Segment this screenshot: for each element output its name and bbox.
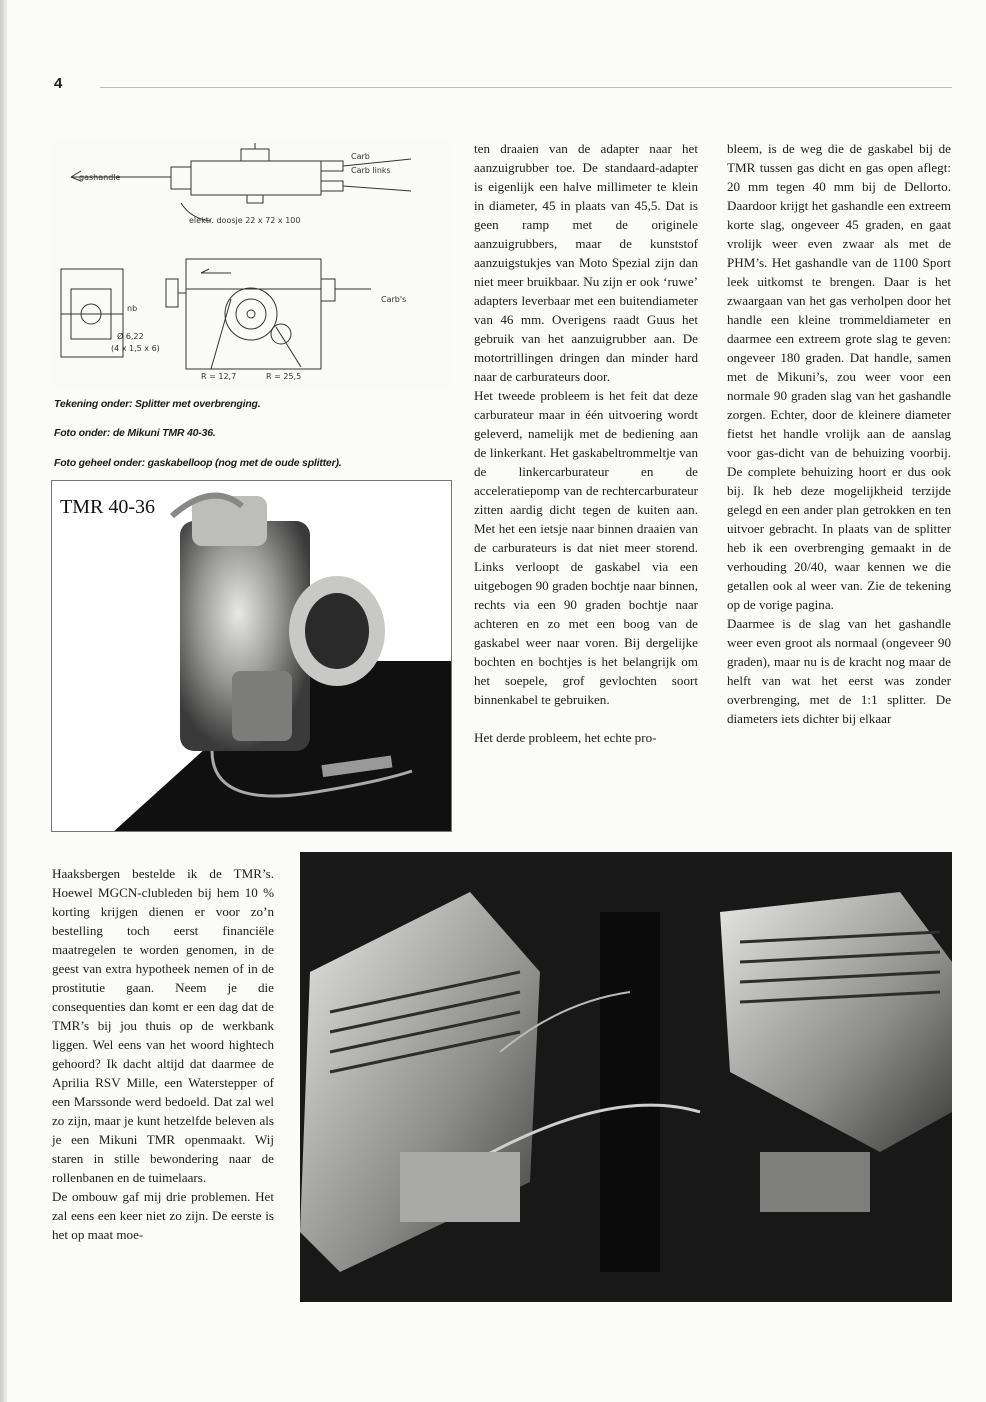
left-paragraph-2: De ombouw gaf mij drie problemen. Het zal eens een keer niet zo zijn. De eerste is het op maat moe- xyxy=(52,1189,274,1242)
label-elektr-doosje: elektr. doosje 22 x 72 x 100 xyxy=(189,216,301,225)
caption-photo-carburetor: Foto onder: de Mikuni TMR 40-36. xyxy=(54,427,216,439)
right-paragraph-1: bleem, is de weg die de gaskabel bij de TMR tussen gas dicht en gas open aflegt: 20 mm tegen 40 mm bij de Dellorto. Daardoor krijgt het gashandle een extreem korte slag, ongeveer 45 graden, en gaat vrolijk weer even zwaar als met de PHM’s. Het gashandle van de 1100 Sport leek uitkomst te brengen. Daar is het zwaargaan van het gas verholpen door het handle een kleine trommeldiameter en daarmee een extreem grote slag te geven: ongeveer 180 graden. Dat handle, samen met de Mikuni’s, zou weer voor een normale 90 graden slag van het gashandle zorgen. Echter, door de kleinere diameter fietst het handle vrolijk aan de aanslag voor gas-dicht van de behuizing voorbij. De complete behuizing hoort er dus ook bij. Ik heb deze mogelijkheid terzijde gelegd en een ander plan getrokken en ten uitvoer gebracht. In plaats van de splitter heb ik een overbrenging gemaakt in de verhouding 20/40, waar kennen we die getallen ook al weer van. Zie de tekening op de vorige pagina. xyxy=(727,141,951,612)
label-carbs: Carb's xyxy=(381,295,407,304)
label-dimensions: (4 x 1,5 x 6) xyxy=(111,344,160,353)
middle-paragraph-2: Het tweede probleem is het feit dat deze carburateur maar in één uitvoering wordt geleverd, namelijk met de bediening aan de linkerkant. Het gaskabeltrommeltje van de linkercarburateur en de acceleratiepomp van de rechtercarburateur zitten aardig dicht tegen de kuiten aan. Met het een ietsje naar binnen draaien van de carburateurs is dat niet meer storend. Links verloopt de gaskabel via een uitgebogen 90 graden bochtje naar binnen, rechts via een 90 graden bochtje naar achteren en zo met een boog van de gaskabel weer naar voren. Bij dergelijke bochten en bochtjes is het belangrijk om het soepele, grof gevlochten soort binnenkabel te gebruiken. xyxy=(474,388,698,707)
label-nb: nb xyxy=(127,304,138,313)
carburetor-photo-label: TMR 40-36 xyxy=(60,496,155,518)
caption-drawing: Tekening onder: Splitter met overbrenging. xyxy=(54,398,261,410)
engine-cable-photo xyxy=(300,852,952,1302)
column-right xyxy=(727,139,951,728)
label-radius-1: R = 12,7 xyxy=(201,372,237,381)
page-edge-shadow xyxy=(0,0,7,1402)
label-diameter: Ø 6,22 xyxy=(117,332,144,341)
left-paragraph-1: Haaksbergen bestelde ik de TMR’s. Hoewel MGCN-clubleden bij hem 10 % korting krijgen dienen er voor zo’n bestelling toch eerst financiële maatregelen te worden genomen, in de geest van extra hypotheek nemen of in de prostitutie gaan. Neem je die consequenties dan komt er een dag dat de TMR’s bij jou thuis op de werkbank liggen. Wel eens van het woord hightech gehoord? Ik dacht altijd dat daarmee de Aprilia RSV Mille, een Waterstepper of een Marssonde werd bedoeld. Dat zal wel zo zijn, maar je kunt hetzelfde beleven als je een Mikuni TMR openmaakt. Wij staren in stille bewondering naar de rollenbanen en de tuimelaars. xyxy=(52,866,274,1185)
label-carb-links: Carb links xyxy=(351,166,391,175)
middle-paragraph-3: Het derde probleem, het echte pro- xyxy=(474,730,657,745)
splitter-drawing xyxy=(51,139,452,389)
label-radius-2: R = 25,5 xyxy=(266,372,302,381)
carburetor-photo xyxy=(51,480,452,832)
caption-photo-cable: Foto geheel onder: gaskabelloop (nog met de oude splitter). xyxy=(54,457,342,469)
header-rule xyxy=(100,87,952,88)
column-left xyxy=(52,864,274,1244)
middle-paragraph-1: ten draaien van de adapter naar het aanzuigrubber toe. De standaard-adapter is eigenlijk een halve millimeter te klein in diameter, 45 in plaats van 45,5. Dat is geen ramp met de originele aanzuigrubbers, maar de kunststof aanzuigstukjes van Moto Spezial zijn dan niet meer bruikbaar. Nu zijn er ook ‘ruwe’ adapters leverbaar met een buitendiameter van 46 mm. Overigens raadt Guus het gebruik van het aanzuigrubber aan. De motortrillingen dringen dan minder hard naar de carburateurs door. xyxy=(474,141,698,384)
page-number: 4 xyxy=(54,75,63,92)
right-paragraph-2: Daarmee is de slag van het gashandle weer even groot als normaal (ongeveer 90 graden), maar nu is de kracht nog maar de helft van wat het eerst was zonder overbrenging, met de 1:1 splitter. De diameters iets dichter bij elkaar xyxy=(727,616,951,726)
column-middle xyxy=(474,139,698,747)
label-carb-top: Carb xyxy=(351,152,370,161)
label-gashandle: gashandle xyxy=(79,173,121,182)
